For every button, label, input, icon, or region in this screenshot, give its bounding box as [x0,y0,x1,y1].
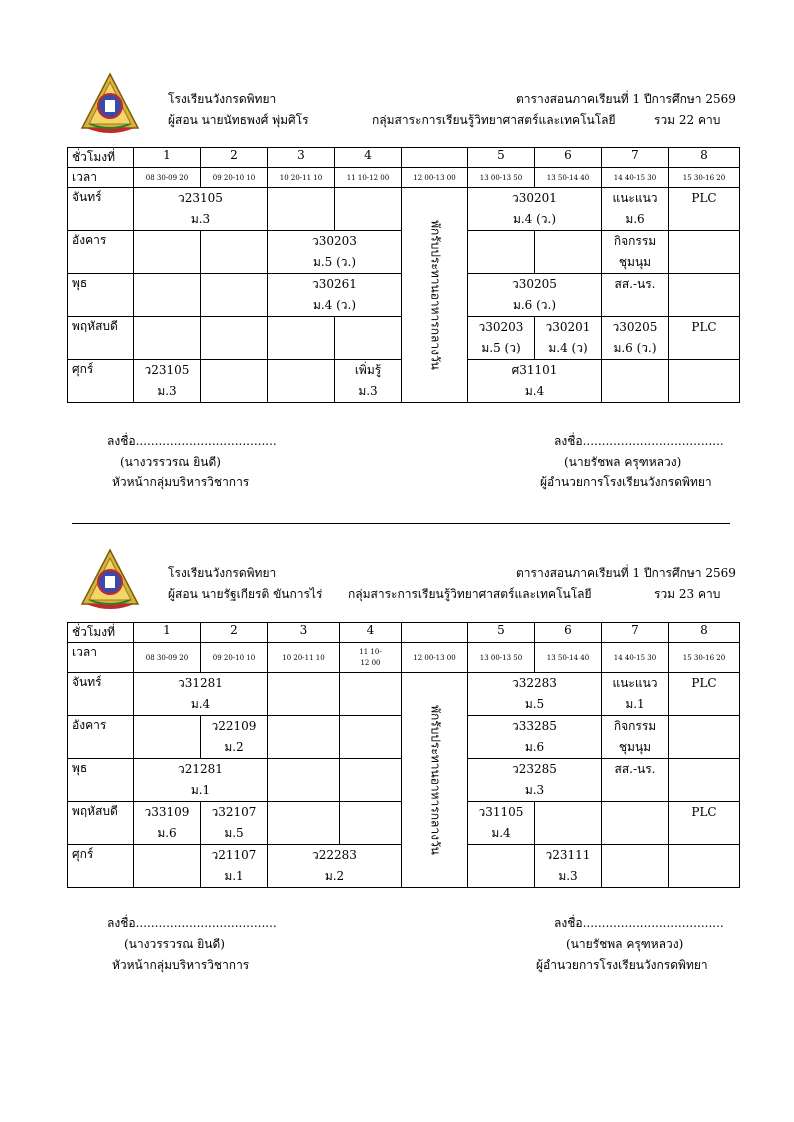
subject-code: ว23111 [545,848,591,862]
empty-cell [669,231,740,274]
signature-line-left: ลงชื่อ..................................... [107,434,277,448]
class-level: ม.4 (ว.) [312,298,357,312]
subject-code: ว30205 [512,277,557,291]
time-slot: 10 20-11 10 [268,643,340,673]
empty-cell [201,317,268,360]
subject-code: ว21107 [211,848,257,862]
period-number [402,148,468,168]
period-number: 4 [335,148,402,168]
subject-code: ว31105 [478,805,524,819]
period-number [402,623,468,643]
day-label: พฤหัสบดี [68,802,134,845]
subject-code: สส.-นร. [614,762,656,776]
class-cell [535,317,602,360]
empty-cell [268,716,340,759]
empty-cell [134,317,201,360]
time-slot: 12 00-13 00 [402,643,468,673]
class-cell [468,317,535,360]
signer-position-right: ผู้อำนวยการโรงเรียนวังกรดพิทยา [536,958,708,972]
empty-cell [201,231,268,274]
period-number: 6 [535,148,602,168]
class-level: ม.3 [190,212,211,226]
empty-cell [602,845,669,888]
period-number: 7 [602,148,669,168]
class-cell [201,845,268,888]
subject-code: ว33285 [512,719,557,733]
class-level: ม.5 [524,697,545,711]
time-slot-line: 12 00 [360,658,381,667]
empty-cell [602,802,669,845]
time-slot: 08 30-09 20 [134,643,201,673]
time-slot: 15 30-16 20 [669,168,740,188]
time-slot: 09 20-10 10 [201,643,268,673]
empty-cell [335,317,402,360]
period-number: 5 [468,623,535,643]
school-logo-icon [80,72,140,136]
class-cell [602,759,669,802]
class-level: ม.4 (ว.) [512,212,557,226]
empty-cell [201,360,268,403]
empty-cell [268,360,335,403]
time-slot: 10 20-11 10 [268,168,335,188]
class-level: ม.6 [625,212,645,226]
timetable-title: ตารางสอนภาคเรียนที่ 1 ปีการศึกษา 2569 [516,92,736,106]
class-level: ม.4 (ว) [548,341,588,355]
class-cell [134,188,268,231]
empty-cell [268,673,340,716]
empty-cell [602,360,669,403]
empty-cell [134,716,201,759]
subject-code: ว23105 [144,363,190,377]
day-label: ศุกร์ [68,360,134,403]
signer-name-left: (นางวรรวรณ ยินดี) [124,937,225,951]
class-level: ม.1 [625,697,645,711]
empty-cell [268,802,340,845]
subject-code: ว30201 [512,191,557,205]
empty-cell [201,274,268,317]
class-cell [602,673,669,716]
lunch-break-label: พักรับประทานอาหารกลางวัน [428,220,442,370]
empty-cell [535,231,602,274]
class-cell [669,188,740,231]
day-label: พุธ [68,759,134,802]
class-level: ม.4 [491,826,511,840]
period-header: ชั่วโมงที่ [68,623,134,643]
class-cell [602,274,669,317]
department-name: กลุ่มสาระการเรียนรู้วิทยาศาสตร์และเทคโนโลยี [348,587,592,601]
time-slot: 14 40-15 30 [602,643,669,673]
subject-code: ว32107 [211,805,257,819]
period-number: 5 [468,148,535,168]
empty-cell [669,360,740,403]
period-number: 7 [602,623,669,643]
signer-name-right: (นายรัชพล ครุฑหลวง) [566,937,684,951]
signer-position-left: หัวหน้ากลุ่มบริหารวิชาการ [112,475,250,489]
empty-cell [535,802,602,845]
class-cell [201,716,268,759]
class-level: ม.4 [524,384,545,398]
subject-code: แนะแนว [612,191,658,205]
time-header: เวลา [68,168,134,188]
timetable-title: ตารางสอนภาคเรียนที่ 1 ปีการศึกษา 2569 [516,566,736,580]
empty-cell [468,231,535,274]
class-cell [134,802,201,845]
class-cell [602,188,669,231]
time-slot: 13 50-14 40 [535,643,602,673]
day-label: อังคาร [68,231,134,274]
time-slot: 13 00-13 50 [468,643,535,673]
class-cell [134,673,268,716]
class-level: ม.3 [558,869,578,883]
subject-code: ว30201 [545,320,591,334]
subject-code: แนะแนว [612,676,658,690]
timetable-grid [67,622,740,888]
school-logo-icon [80,548,140,612]
class-cell [535,845,602,888]
subject-code: ศ31101 [511,363,558,377]
class-level: ม.5 (ว.) [312,255,357,269]
signature-line-right: ลงชื่อ..................................... [554,916,724,930]
empty-cell [669,845,740,888]
department-name: กลุ่มสาระการเรียนรู้วิทยาศาสตร์และเทคโนโลยี [372,113,616,127]
lunch-break-cell [402,188,468,403]
time-slot: 08 30-09 20 [134,168,201,188]
teacher-name: ผู้สอน นายรัฐเกียรติ ขันการไร่ [168,587,323,601]
subject-code: ว33109 [144,805,190,819]
subject-code: ว21281 [178,762,223,776]
empty-cell [335,188,402,231]
time-slot: 13 50-14 40 [535,168,602,188]
empty-cell [340,716,402,759]
class-level: ชุมนุม [618,740,652,754]
class-cell [134,759,268,802]
class-level: ม.5 (ว) [481,341,521,355]
class-level: ม.6 [524,740,545,754]
class-level: ม.6 [157,826,177,840]
day-label: ศุกร์ [68,845,134,888]
subject-code: ว22109 [211,719,257,733]
subject-code: ว30203 [478,320,524,334]
class-cell [268,845,402,888]
day-label: จันทร์ [68,673,134,716]
class-cell [602,231,669,274]
class-level: ม.3 [358,384,378,398]
class-level: ม.4 [190,697,211,711]
empty-cell [340,759,402,802]
empty-cell [268,188,335,231]
class-cell [602,716,669,759]
subject-code: กิจกรรม [613,719,657,733]
signature-line-left: ลงชื่อ..................................... [107,916,277,930]
class-level: ม.2 [224,740,244,754]
plc-label: PLC [691,805,717,819]
day-label: อังคาร [68,716,134,759]
time-slot: 13 00-13 50 [468,168,535,188]
empty-cell [134,274,201,317]
timetable-grid [67,147,740,403]
class-level: ม.6 (ว.) [512,298,557,312]
subject-code: กิจกรรม [613,234,657,248]
class-cell [468,802,535,845]
teacher-name: ผู้สอน นายนัทธพงศ์ พุ่มศิโร [168,113,309,127]
empty-cell [340,802,402,845]
subject-code: ว30205 [612,320,658,334]
period-number: 3 [268,148,335,168]
subject-code: ว32283 [512,676,557,690]
period-number: 1 [134,148,201,168]
class-cell [468,188,602,231]
subject-code: ว30203 [312,234,357,248]
time-slot: 12 00-13 00 [402,168,468,188]
time-slot [340,643,402,673]
class-cell [134,360,201,403]
period-number: 6 [535,623,602,643]
class-cell [669,673,740,716]
period-number: 8 [669,148,740,168]
period-number: 1 [134,623,201,643]
empty-cell [669,716,740,759]
class-cell [468,716,602,759]
time-header: เวลา [68,643,134,673]
class-level: ม.5 [224,826,244,840]
plc-label: PLC [691,320,717,334]
class-cell [268,231,402,274]
signer-position-right: ผู้อำนวยการโรงเรียนวังกรดพิทยา [540,475,712,489]
class-level: ม.6 (ว.) [613,341,657,355]
period-number: 2 [201,623,268,643]
plc-label: PLC [691,676,717,690]
class-level: ม.3 [524,783,545,797]
school-name: โรงเรียนวังกรดพิทยา [168,92,277,106]
class-level: ม.1 [190,783,211,797]
subject-code: ว30261 [312,277,357,291]
day-label: จันทร์ [68,188,134,231]
page-divider [72,523,730,524]
lunch-break-label: พักรับประทานอาหารกลางวัน [428,705,442,855]
empty-cell [268,317,335,360]
empty-cell [134,231,201,274]
total-periods: รวม 22 คาบ [654,113,721,127]
total-periods: รวม 23 คาบ [654,587,721,601]
time-slot: 09 20-10 10 [201,168,268,188]
subject-code: สส.-นร. [614,277,656,291]
time-slot: 14 40-15 30 [602,168,669,188]
class-cell [602,317,669,360]
class-level: ม.2 [324,869,345,883]
period-number: 4 [340,623,402,643]
period-number: 8 [669,623,740,643]
class-cell [468,360,602,403]
period-number: 3 [268,623,340,643]
class-cell [201,802,268,845]
empty-cell [340,673,402,716]
time-slot-line: 11 10- [359,647,382,656]
empty-cell [468,845,535,888]
period-header: ชั่วโมงที่ [68,148,134,168]
class-level: ชุมนุม [618,255,652,269]
class-cell [468,673,602,716]
subject-code: ว23285 [512,762,557,776]
signer-position-left: หัวหน้ากลุ่มบริหารวิชาการ [112,958,250,972]
day-label: พุธ [68,274,134,317]
signature-line-right: ลงชื่อ..................................... [554,434,724,448]
class-cell [669,317,740,360]
subject-code: ว22283 [312,848,357,862]
subject-code: เพิ่มรู้ [354,363,382,377]
time-slot: 11 10-12 00 [335,168,402,188]
signer-name-right: (นายรัชพล ครุฑหลวง) [564,455,682,469]
class-cell [335,360,402,403]
school-name: โรงเรียนวังกรดพิทยา [168,566,277,580]
time-slot: 15 30-16 20 [669,643,740,673]
day-label: พฤหัสบดี [68,317,134,360]
subject-code: ว23105 [178,191,223,205]
empty-cell [268,759,340,802]
empty-cell [669,274,740,317]
class-cell [669,802,740,845]
empty-cell [134,845,201,888]
period-number: 2 [201,148,268,168]
class-cell [268,274,402,317]
class-level: ม.1 [224,869,244,883]
class-cell [468,759,602,802]
empty-cell [669,759,740,802]
class-level: ม.3 [157,384,177,398]
plc-label: PLC [691,191,717,205]
class-cell [468,274,602,317]
subject-code: ว31281 [178,676,223,690]
lunch-break-cell [402,673,468,888]
signer-name-left: (นางวรรวรณ ยินดี) [120,455,221,469]
